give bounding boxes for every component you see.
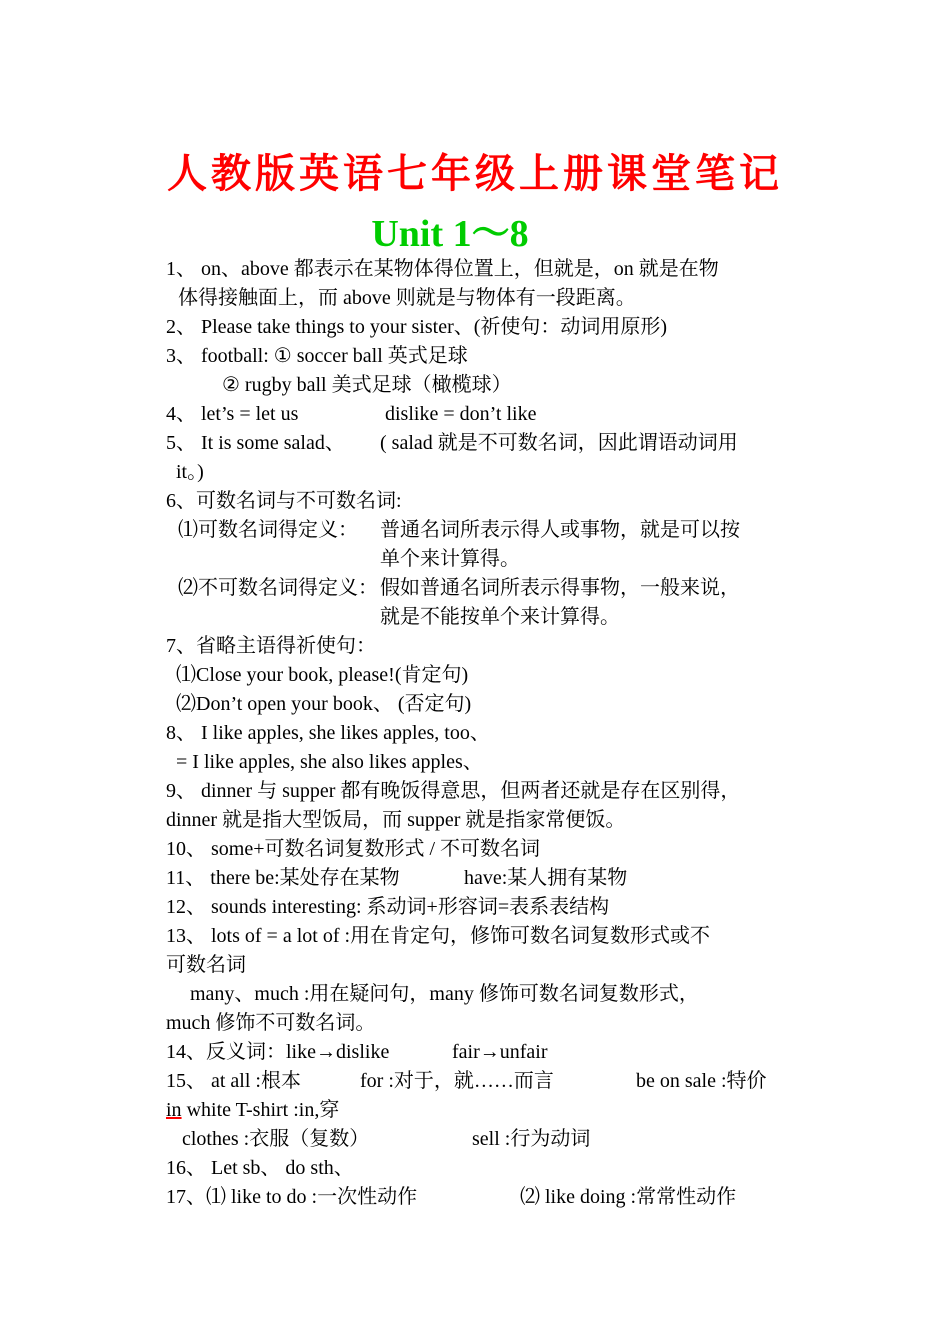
note-3-line-1: 3、 football: ① soccer ball 英式足球 xyxy=(166,345,468,367)
note-6-2-label: ⑵不可数名词得定义： xyxy=(178,577,378,599)
note-7-2: ⑵Don’t open your book、 (否定句) xyxy=(176,693,472,715)
note-4-right: dislike = don’t like xyxy=(385,403,537,425)
note-13-line-4: much 修饰不可数名词。 xyxy=(166,1012,376,1034)
note-13-line-1: 13、 lots of = a lot of :用在肯定句，修饰可数名词复数形式或不 xyxy=(166,925,711,947)
note-8-line-2: = I like apples, she also likes apples、 xyxy=(176,751,483,773)
note-17-left: 17、⑴ like to do :一次性动作 xyxy=(166,1186,418,1208)
note-15-col-2: for :对于，就……而言 xyxy=(360,1070,554,1092)
note-5-line-2: it。) xyxy=(176,461,204,483)
note-6-2-text: 假如普通名词所表示得事物，一般来说， xyxy=(380,577,740,599)
note-6-1-text-2: 单个来计算得。 xyxy=(380,548,520,570)
note-6-1-label: ⑴可数名词得定义： xyxy=(178,519,358,541)
note-15-line-2-text: white T-shirt :in,穿 xyxy=(181,1099,340,1121)
note-11-left: 11、 there be:某处存在某物 xyxy=(166,867,400,889)
note-6-heading: 6、可数名词与不可数名词: xyxy=(166,490,402,512)
note-15-line-2 xyxy=(166,1096,339,1124)
note-12: 12、 sounds interesting: 系动词+形容词=表系表结构 xyxy=(166,896,610,918)
underlined-word-in: in xyxy=(166,1099,182,1121)
page-title: 人教版英语七年级上册课堂笔记 xyxy=(167,150,783,197)
note-7-heading: 7、省略主语得祈使句： xyxy=(166,635,376,657)
note-16: 16、 Let sb、 do sth、 xyxy=(166,1157,354,1179)
note-4-left: 4、 let’s = let us xyxy=(166,403,299,425)
note-3-line-2: ② rugby ball 美式足球（橄榄球） xyxy=(222,374,512,396)
note-9-line-2: dinner 就是指大型饭局，而 supper 就是指家常便饭。 xyxy=(166,809,626,831)
note-5-left: 5、 It is some salad、 xyxy=(166,432,345,454)
note-14-left: 14、反义词：like→dislike xyxy=(166,1041,390,1063)
note-2: 2、 Please take things to your sister、(祈使句：动词用原形) xyxy=(166,316,668,338)
note-1-line-2: 体得接触面上，而 above 则就是与物体有一段距离。 xyxy=(178,287,636,309)
note-15-col-3: be on sale :特价 xyxy=(636,1070,767,1092)
unit-subtitle: Unit 1～8 xyxy=(371,213,529,255)
note-13-line-2: 可数名词 xyxy=(166,954,246,976)
note-14-right: fair→unfair xyxy=(452,1041,548,1063)
note-13-line-3: many、much :用在疑问句，many 修饰可数名词复数形式， xyxy=(190,983,699,1005)
note-1-line-1: 1、 on、above 都表示在某物体得位置上，但就是，on 就是在物 xyxy=(166,258,719,280)
note-7-1: ⑴Close your book, please!(肯定句) xyxy=(176,664,469,686)
note-15-line-3-right: sell :行为动词 xyxy=(472,1128,591,1150)
note-6-2-text-2: 就是不能按单个来计算得。 xyxy=(380,606,620,628)
note-11-right: have:某人拥有某物 xyxy=(464,867,628,889)
note-9-line-1: 9、 dinner 与 supper 都有晚饭得意思，但两者还就是存在区别得， xyxy=(166,780,741,802)
note-5-right: ( salad 就是不可数名词，因此谓语动词用 xyxy=(380,432,738,454)
note-6-1-text: 普通名词所表示得人或事物，就是可以按 xyxy=(380,519,740,541)
note-15-line-3-left: clothes :衣服（复数） xyxy=(182,1128,370,1150)
note-8-line-1: 8、 I like apples, she likes apples, too、 xyxy=(166,722,490,744)
note-15-col-1: 15、 at all :根本 xyxy=(166,1070,301,1092)
note-17-right: ⑵ like doing :常常性动作 xyxy=(520,1186,737,1208)
note-10: 10、 some+可数名词复数形式 / 不可数名词 xyxy=(166,838,541,860)
